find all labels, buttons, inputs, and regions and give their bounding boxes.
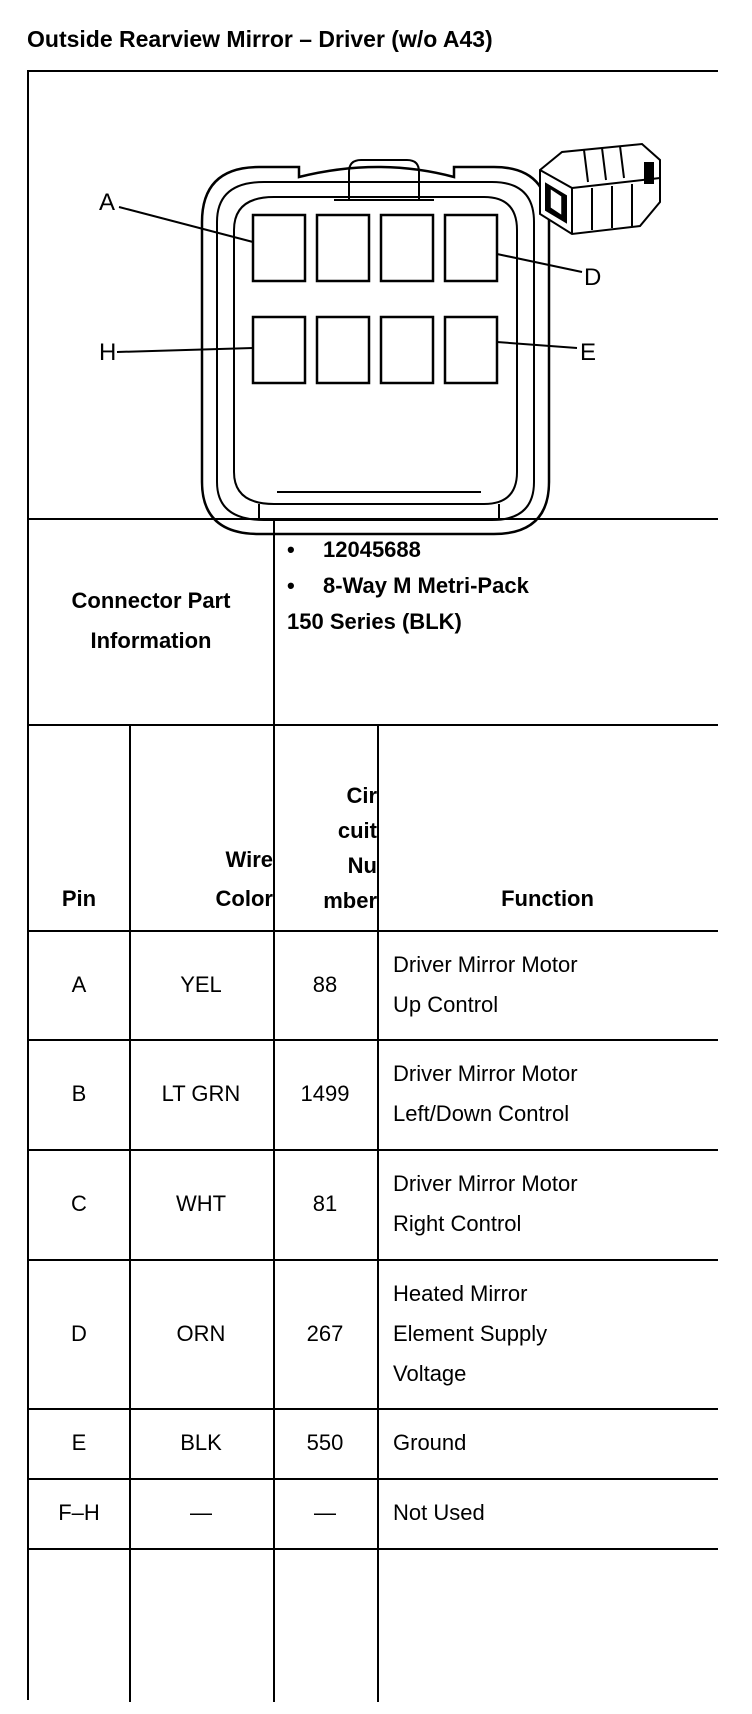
part-number: 12045688 (323, 537, 421, 562)
connector-cavity-outline (234, 197, 517, 504)
row-a-function-line1: Driver Mirror Motor (393, 951, 578, 977)
header-circuit-line4: mber (323, 888, 377, 913)
header-circuit-line3: Nu (347, 853, 377, 878)
leader-line-d (497, 254, 582, 272)
row-fh-pin: F–H (58, 1500, 100, 1525)
header-circuit-line1: Cir (346, 783, 377, 808)
row-a-function-line2: Up Control (393, 991, 499, 1017)
rule-row-fh (29, 1548, 718, 1550)
bullet-icon: • (287, 573, 295, 598)
connector-face-diagram (29, 72, 718, 572)
pin-cavity-d (445, 215, 497, 281)
row-e-pin: E (71, 1430, 87, 1455)
row-d-wire-color: ORN (176, 1320, 226, 1346)
row-c-circuit: 81 (312, 1191, 338, 1216)
pin-label-h: H (99, 339, 117, 366)
connector-table (27, 70, 718, 1700)
row-b-wire-color: LT GRN (161, 1081, 241, 1106)
connector-description-line2: 150 Series (BLK) (287, 609, 462, 634)
row-d-pin: D (71, 1320, 87, 1346)
pin-cavity-h (253, 317, 305, 383)
page-title: Outside Rearview Mirror – Driver (w/o A43) (27, 26, 493, 52)
row-b-pin: B (71, 1081, 87, 1106)
row-a-function (377, 930, 718, 1039)
row-c-function-line1: Driver Mirror Motor (393, 1171, 578, 1196)
pin-cavity-g (317, 317, 369, 383)
row-c-function (377, 1149, 718, 1259)
row-a-circuit: 88 (312, 971, 338, 997)
row-b-function (377, 1039, 718, 1149)
row-fh-circuit: — (314, 1500, 336, 1525)
header-wire-color-line1: Wire (225, 847, 273, 872)
row-c-function-line2: Right Control (393, 1211, 522, 1236)
pin-cavity-b (317, 215, 369, 281)
row-e-wire-color: BLK (180, 1430, 222, 1455)
row-d-function (377, 1259, 718, 1408)
part-info-label-line2: Information (90, 628, 212, 653)
row-d-function-line2: Element Supply (393, 1320, 548, 1346)
header-wire-color-line2: Color (215, 886, 273, 911)
pin-label-e: E (580, 339, 597, 366)
connector-3d-icon (540, 144, 660, 234)
pin-label-d: D (584, 264, 602, 291)
row-d-function-line1: Heated Mirror (393, 1280, 528, 1306)
leader-line-a (119, 207, 253, 242)
row-a-pin: A (71, 971, 87, 997)
connector-description-line1: 8-Way M Metri-Pack (323, 573, 529, 598)
row-b-function-line2: Left/Down Control (393, 1101, 570, 1126)
row-b-function-line1: Driver Mirror Motor (393, 1061, 578, 1086)
pin-cavity-c (381, 215, 433, 281)
header-pin: Pin (61, 886, 97, 911)
header-circuit-line2: cuit (337, 818, 377, 843)
header-wire-color (129, 724, 273, 930)
connector-housing-inner (217, 182, 534, 520)
pin-cavity-f (381, 317, 433, 383)
row-e-function: Ground (393, 1430, 467, 1455)
leader-line-e (497, 342, 577, 348)
pin-label-a: A (99, 189, 116, 216)
part-info-details (287, 532, 529, 640)
pin-cavity-e (445, 317, 497, 383)
part-info-label (29, 518, 273, 724)
row-a-wire-color: YEL (180, 971, 222, 997)
leader-line-h (117, 348, 253, 352)
bullet-icon: • (287, 537, 295, 562)
row-c-pin: C (71, 1191, 87, 1216)
row-b-circuit: 1499 (300, 1081, 350, 1106)
row-fh-function: Not Used (393, 1500, 485, 1525)
row-fh-wire-color: — (190, 1500, 212, 1525)
row-e-circuit: 550 (306, 1430, 344, 1455)
header-circuit-number (273, 724, 377, 930)
pin-cavity-a (253, 215, 305, 281)
part-info-label-line1: Connector Part (71, 588, 231, 613)
row-c-wire-color: WHT (175, 1191, 227, 1216)
header-function: Function (501, 886, 594, 911)
row-d-circuit: 267 (306, 1320, 344, 1346)
row-d-function-line3: Voltage (393, 1360, 467, 1386)
